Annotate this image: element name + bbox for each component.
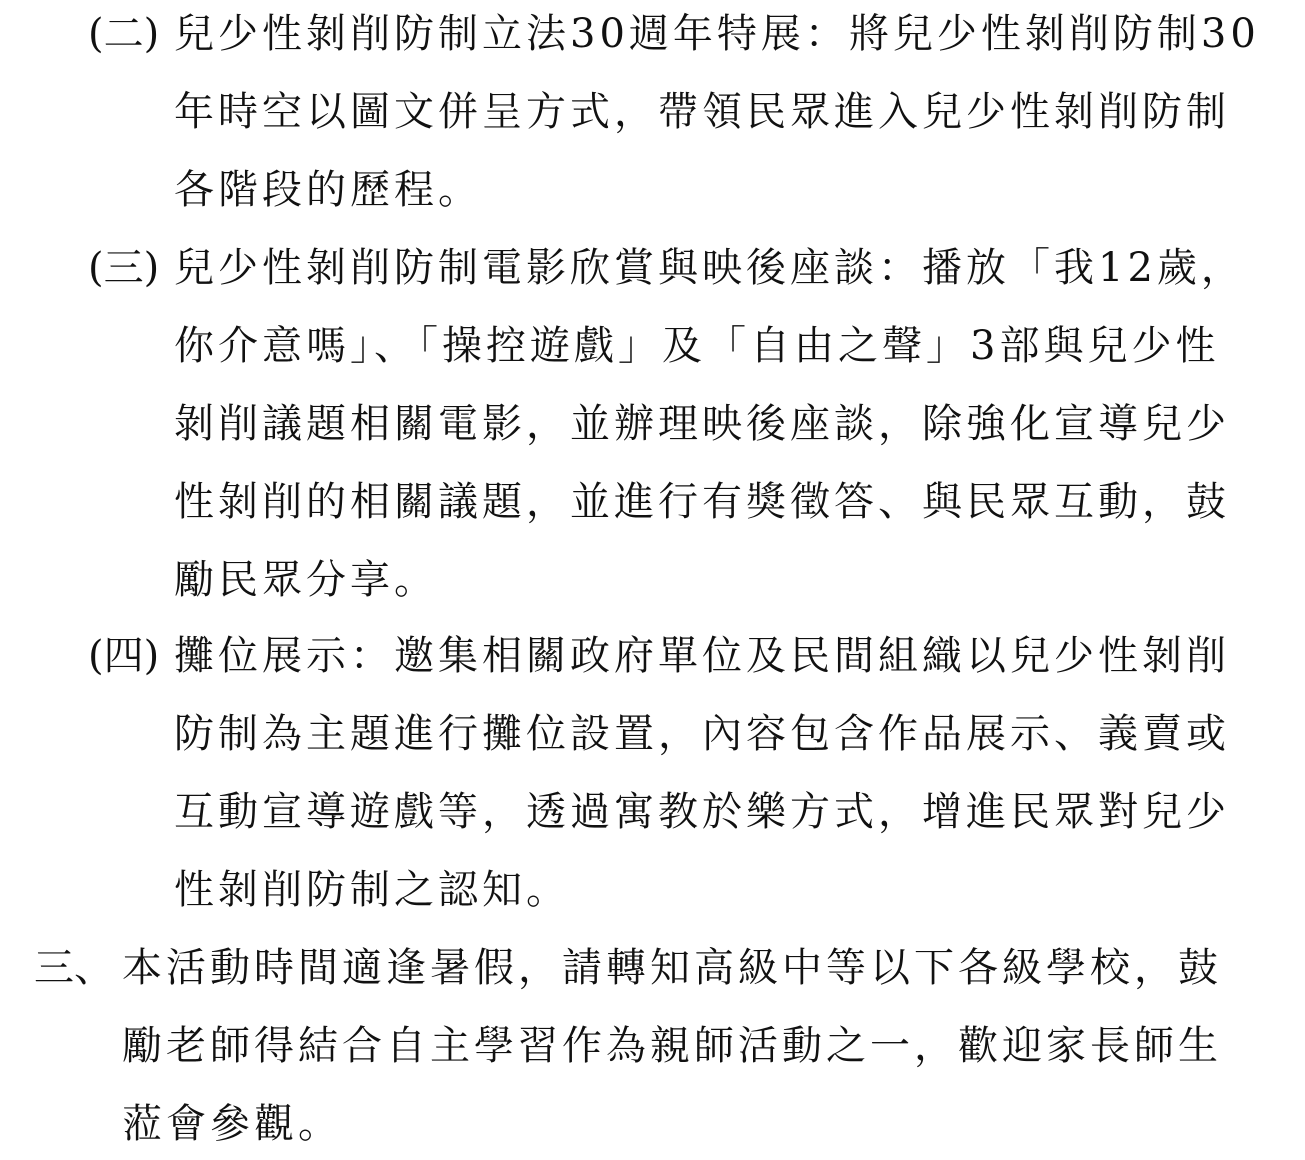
section-marker-3: 三、 [34,945,114,991]
section-3-line-1: 本活動時間適逢暑假，請轉知高級中等以下各級學校，鼓 [122,945,1222,991]
item-marker-4: (四) [88,633,160,679]
item-4-line-3: 互動宣導遊戲等，透過寓教於樂方式，增進民眾對兒少 [174,789,1230,835]
item-3-line-5: 勵民眾分享。 [174,557,438,603]
item-4-line-2: 防制為主題進行攤位設置，內容包含作品展示、義賣或 [174,711,1230,757]
item-marker-2: (二) [88,11,160,57]
item-2-line-2: 年時空以圖文併呈方式，帶領民眾進入兒少性剝削防制 [174,89,1230,135]
item-3-line-1: 兒少性剝削防制電影欣賞與映後座談：播放「我12歲， [174,245,1245,291]
section-3-line-3: 蒞會參觀。 [122,1101,342,1147]
item-2-line-1: 兒少性剝削防制立法30週年特展：將兒少性剝削防制30 [174,11,1260,57]
section-3-line-2: 勵老師得結合自主學習作為親師活動之一，歡迎家長師生 [122,1023,1222,1069]
item-3-line-2: 你介意嗎」、「操控遊戲」及「自由之聲」3部與兒少性 [174,323,1220,369]
item-4-line-1: 攤位展示：邀集相關政府單位及民間組織以兒少性剝削 [174,633,1230,679]
item-2-line-3: 各階段的歷程。 [174,167,482,213]
item-4-line-4: 性剝削防制之認知。 [174,867,570,913]
item-3-line-3: 剝削議題相關電影，並辦理映後座談，除強化宣導兒少 [174,401,1230,447]
item-3-line-4: 性剝削的相關議題，並進行有獎徵答、與民眾互動，鼓 [174,479,1230,525]
item-marker-3: (三) [88,245,160,291]
